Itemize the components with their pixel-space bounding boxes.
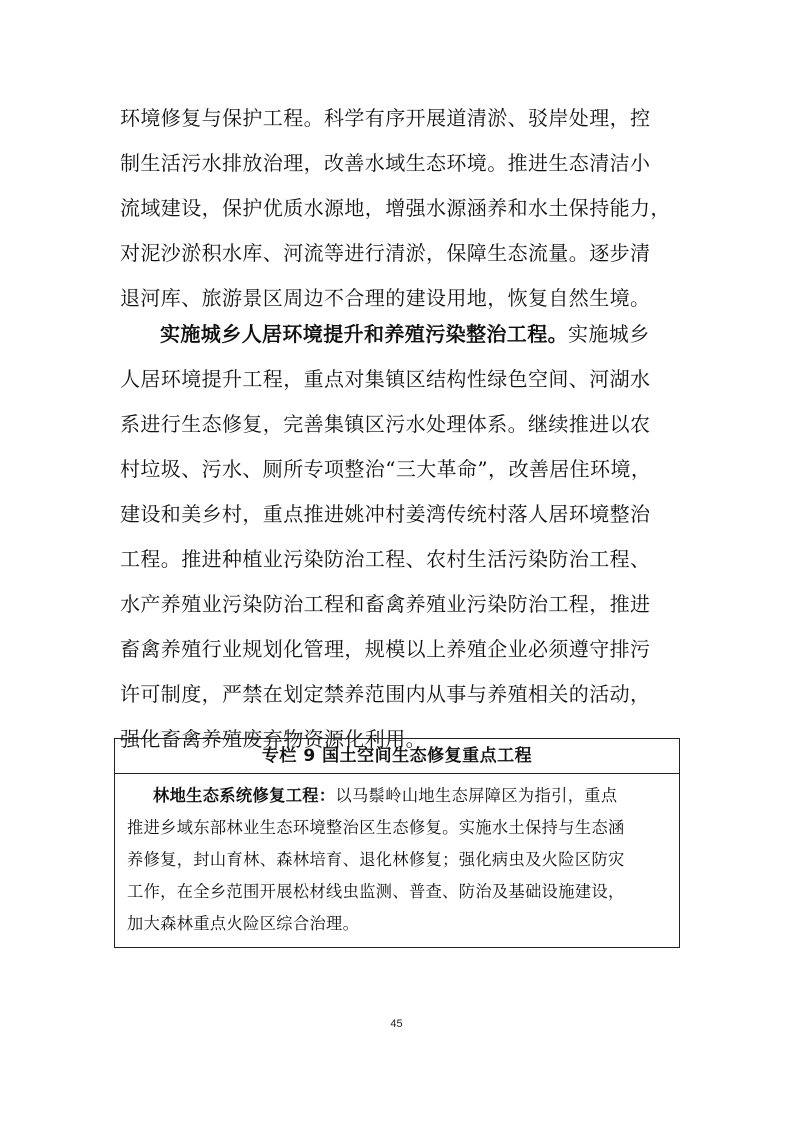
paragraph-living-environment [120, 312, 684, 762]
text-line: 工作，在全乡范围开展松材线虫监测、普查、防治及基础设施建设， [127, 882, 625, 901]
text-line: 养修复，封山育林、森林培育、退化林修复；强化病虫及火险区防灾 [127, 850, 625, 869]
text-line: 退河库、旅游景区周边不合理的建设用地，恢复自然生境。 [120, 286, 651, 310]
page-number: 45 [390, 1018, 403, 1030]
text-line: 水产养殖业污染防治工程和畜禽养殖业污染防治工程，推进 [120, 592, 651, 616]
text-line: 强化畜禽养殖废弃物资源化利用。 [120, 727, 426, 751]
text-line: 对泥沙淤积水库、河流等进行清淤，保障生态流量。逐步清 [120, 241, 651, 265]
box-title: 专栏 9 国土空间生态修复重点工程 [115, 739, 679, 774]
text-line: 人居环境提升工程，重点对集镇区结构性绿色空间、河湖水 [120, 367, 651, 391]
text-line: 系进行生态修复，完善集镇区污水处理体系。继续推进以农 [120, 412, 651, 436]
text-line: 工程。推进种植业污染防治工程、农村生活污染防治工程、 [120, 547, 651, 571]
text-line: 建设和美乡村，重点推进姚冲村姜湾传统村落人居环境整治 [120, 502, 651, 526]
text-line: 许可制度，严禁在划定禁养范围内从事与养殖相关的活动， [120, 682, 651, 706]
text-line: 畜禽养殖行业规划化管理，规模以上养殖企业必须遵守排污 [120, 637, 651, 661]
box-body [115, 774, 679, 940]
paragraph-heading: 实施城乡人居环境提升和养殖污染整治工程。 [160, 322, 568, 346]
text-line: 流域建设，保护优质水源地，增强水源涵养和水土保持能力， [120, 196, 671, 220]
text-line: 村垃圾、污水、厕所专项整治“三大革命”，改善居住环境， [120, 457, 652, 481]
text-line [120, 312, 684, 357]
text-line: 推进乡域东部林业生态环境整治区生态修复。实施水土保持与生态涵 [127, 818, 625, 837]
text-line: 加大森林重点火险区综合治理。 [127, 914, 360, 933]
paragraph-environment-restoration [120, 96, 684, 321]
text-line [127, 780, 667, 812]
text-run: 以马鬃岭山地生态屏障区为指引，重点 [335, 786, 618, 805]
text-line: 环境修复与保护工程。科学有序开展道清淤、驳岸处理，控 [120, 106, 651, 130]
text-run: 实施城乡 [568, 322, 650, 346]
box-heading: 林地生态系统修复工程： [153, 786, 336, 805]
feature-box [114, 738, 680, 948]
text-line: 制生活污水排放治理，改善水域生态环境。推进生态清洁小 [120, 151, 651, 175]
